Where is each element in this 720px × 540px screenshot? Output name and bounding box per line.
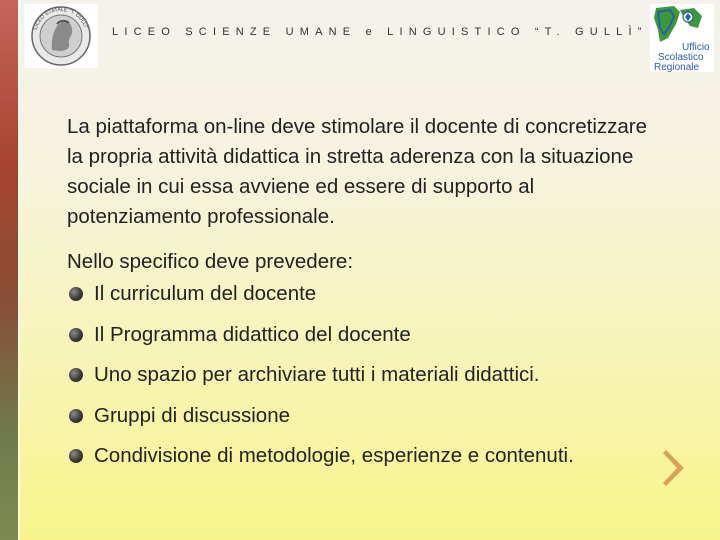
regional-office-logo-icon — [650, 4, 714, 72]
svg-text:LICEO STATALE "T. GULLÌ": LICEO STATALE "T. GULLÌ" — [32, 6, 89, 31]
list-item-label: Il Programma didattico del docente — [94, 322, 411, 346]
bullet-icon — [69, 409, 83, 423]
list-item — [67, 279, 667, 309]
left-decorative-bar — [0, 0, 18, 540]
list-item — [67, 401, 667, 431]
list-item-label: Condivisione di metodologie, esperienze e contenuti. — [94, 444, 574, 467]
chevron-right-icon[interactable] — [662, 448, 688, 488]
list-item-label: Il curriculum del docente — [94, 282, 317, 305]
list-item-label: Uno spazio per archiviare tutti i materiali didattici. — [94, 363, 540, 386]
bullet-icon — [69, 287, 83, 301]
bullet-icon — [69, 449, 83, 463]
intro-paragraph: La piattaforma on-line deve stimolare il docente di concretizzare la propria attività didattica in stretta aderenza con la situazione sociale in cui essa avviene ed essere di supporto al potenziamento professionale. — [67, 115, 647, 228]
list-item — [67, 441, 667, 471]
list-item-label: Gruppi di discussione — [94, 403, 290, 427]
list-item — [67, 320, 667, 350]
list-item — [67, 360, 667, 390]
bullet-icon — [69, 368, 83, 382]
svg-text:Regionale: Regionale — [654, 62, 700, 72]
school-logo-icon — [24, 4, 98, 68]
svg-text:Scolastico: Scolastico — [658, 52, 704, 63]
bullet-icon — [69, 328, 83, 342]
requirements-heading: Nello specifico deve prevedere: — [67, 250, 354, 273]
svg-text:Ufficio: Ufficio — [682, 42, 710, 53]
left-divider-line — [18, 0, 20, 540]
requirements-list — [67, 279, 667, 471]
school-title: LICEO SCIENZE UMANE e LINGUISTICO “T. GULLÌ” — [112, 26, 648, 38]
slide-content — [67, 112, 667, 482]
